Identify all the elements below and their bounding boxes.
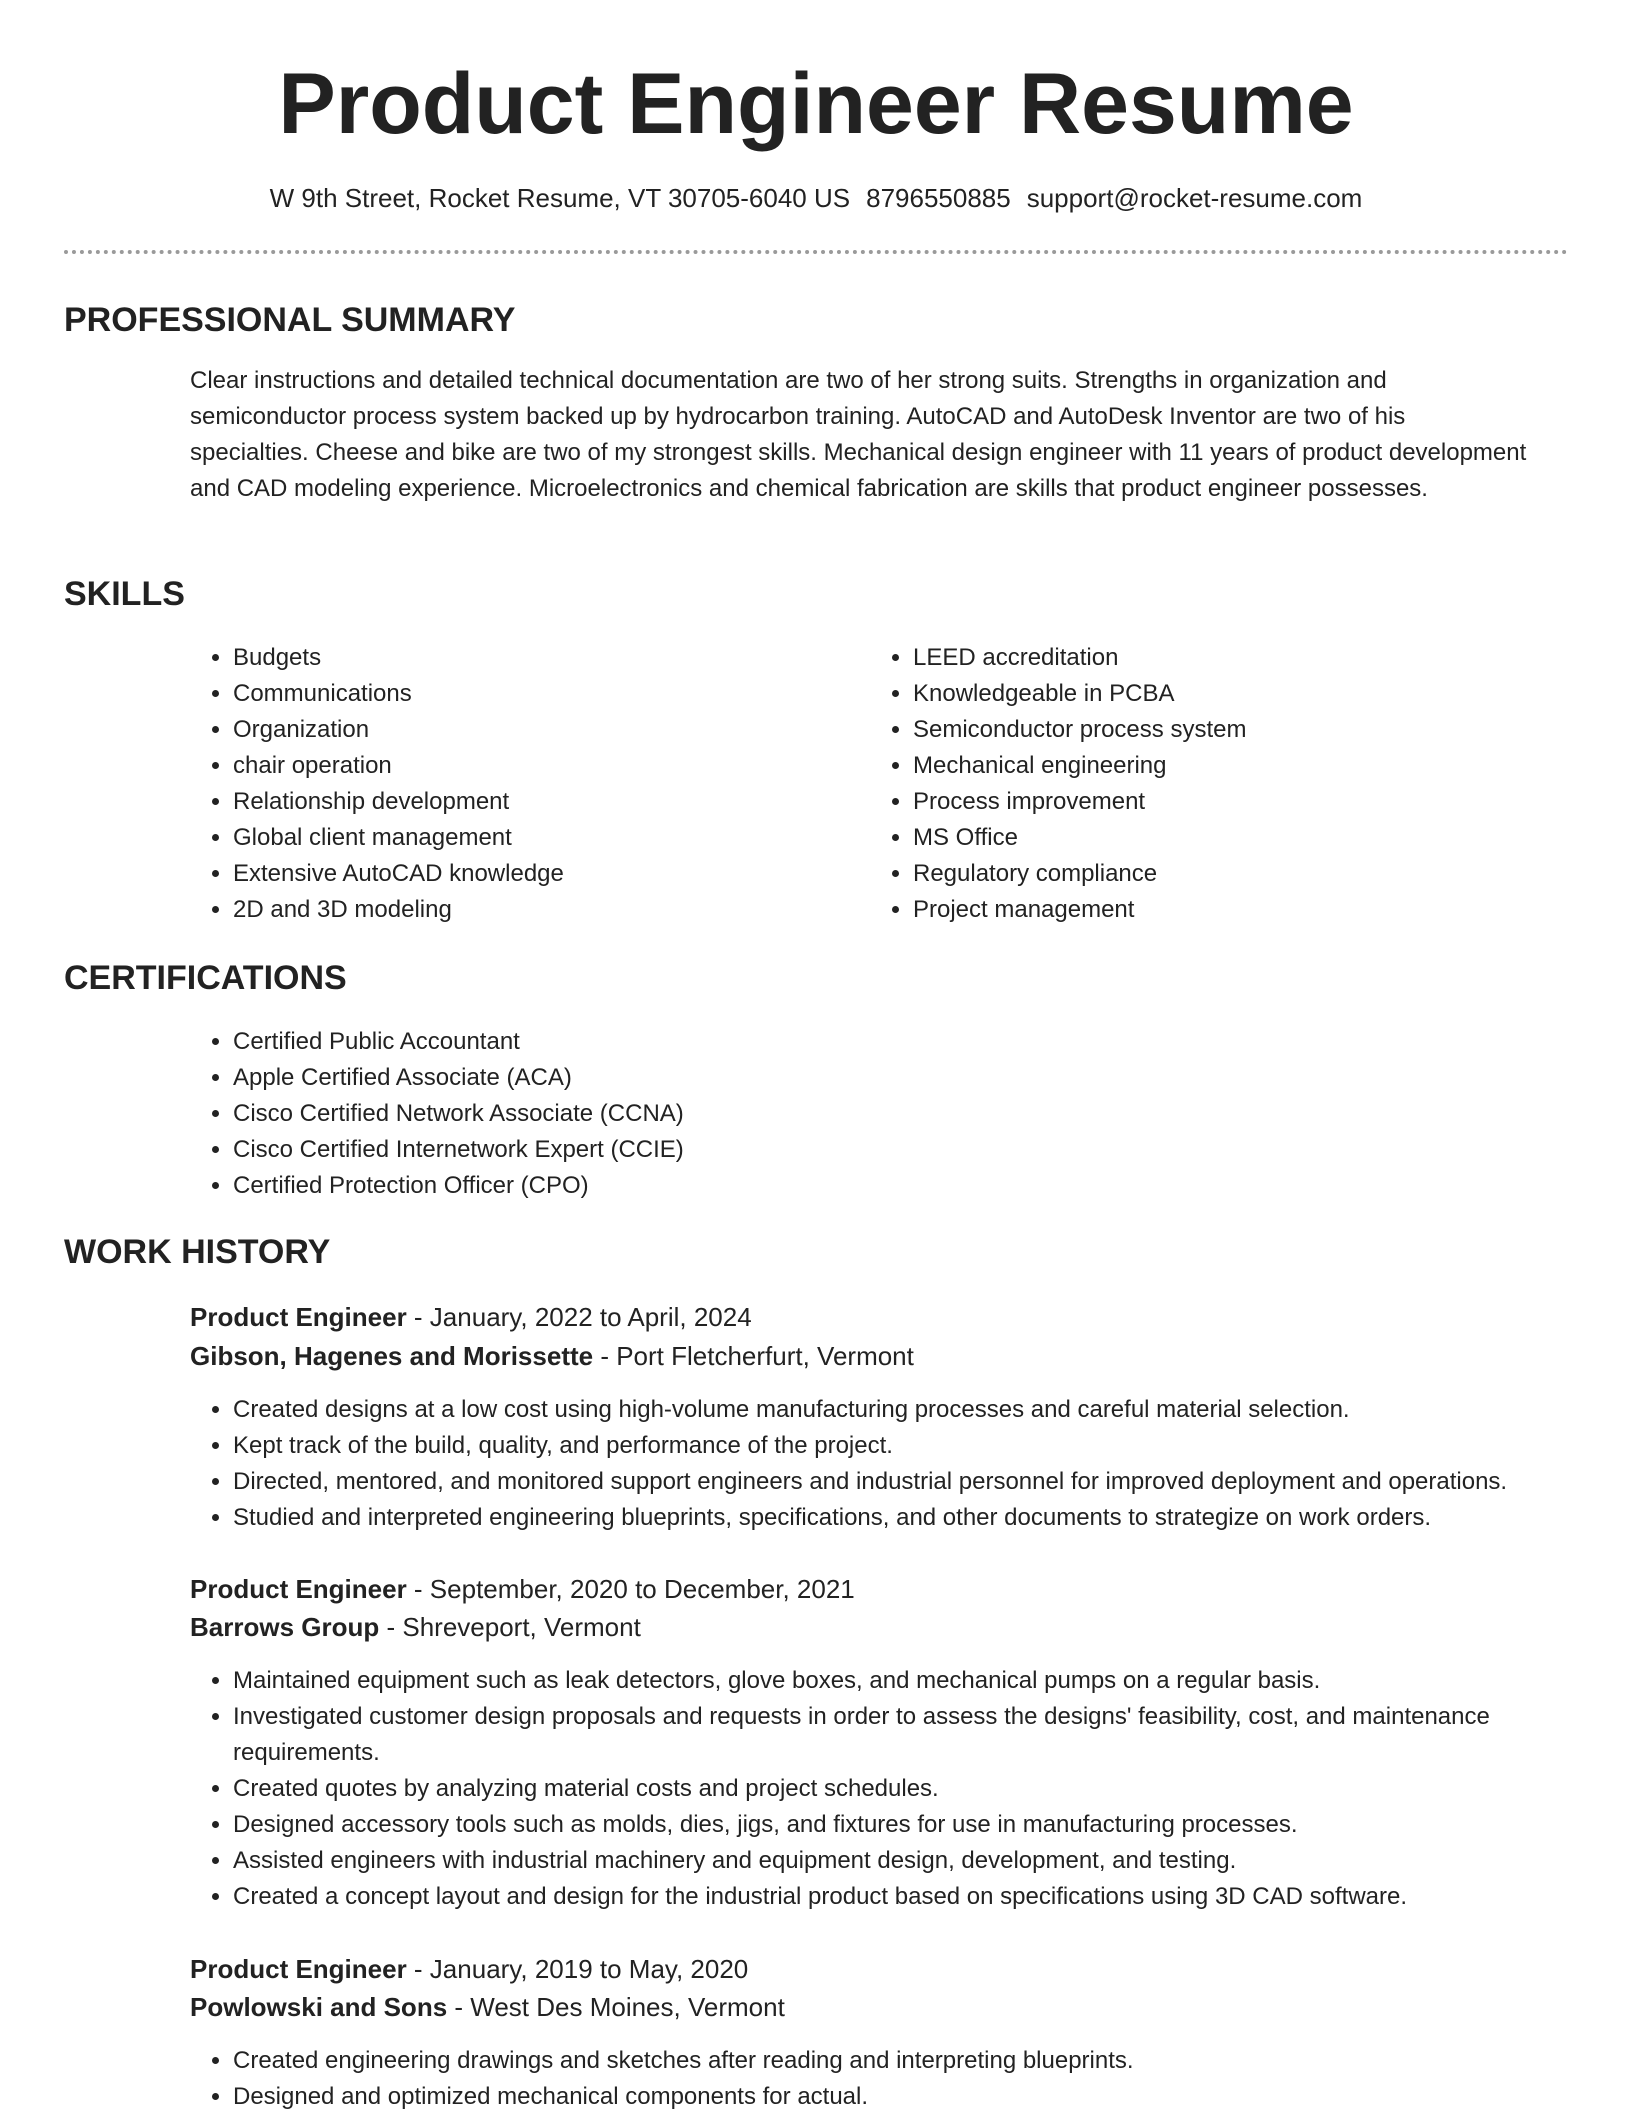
list-item: • MS Office bbox=[913, 820, 1513, 856]
list-item: • Created quotes by analyzing material costs and project schedules. bbox=[233, 1771, 1593, 1807]
job-company: Barrows Group bbox=[190, 1612, 380, 1642]
list-item: • LEED accreditation bbox=[913, 640, 1513, 676]
list-item: • Certified Public Accountant bbox=[233, 1024, 1533, 1060]
summary-text: Clear instructions and detailed technical documentation are two of her strong suits. Strengths in organization and semiconductor process system backed up by hydrocarbon training. AutoCAD and AutoDesk Inventor are two of his specialties. Cheese and bike are two of my strongest skills. Mechanical design engineer with 11 years of product development and CAD modeling experience. Microelectronics and chemical fabrication are skills that product engineer possesses. bbox=[190, 367, 1527, 502]
list-item: • Created engineering drawings and sketches after reading and interpreting blueprints. bbox=[233, 2043, 1593, 2079]
list-item: • Semiconductor process system bbox=[913, 712, 1513, 748]
list-item: • Assisted engineers with industrial machinery and equipment design, development, and testing. bbox=[233, 1843, 1593, 1879]
list-item: • Kept track of the build, quality, and performance of the project. bbox=[233, 1428, 1632, 1464]
job-title: Product Engineer bbox=[190, 1574, 407, 1604]
job-company-line bbox=[190, 1988, 785, 2026]
list-item: • Designed and optimized mechanical components for actual. bbox=[233, 2079, 1593, 2115]
list-item: • Organization bbox=[233, 712, 833, 748]
job-title: Product Engineer bbox=[190, 1302, 407, 1332]
job-title-line bbox=[190, 1298, 752, 1336]
list-item: • Mechanical engineering bbox=[913, 748, 1513, 784]
work-history-heading: WORK HISTORY bbox=[64, 1233, 331, 1271]
job-location: - Shreveport, Vermont bbox=[379, 1612, 641, 1642]
summary-heading: PROFESSIONAL SUMMARY bbox=[64, 301, 516, 339]
contact-address: W 9th Street, Rocket Resume, VT 30705-6040 US bbox=[269, 183, 851, 213]
job-dates: - September, 2020 to December, 2021 bbox=[406, 1574, 855, 1604]
certifications-list bbox=[189, 1024, 1533, 1204]
list-item: • Created designs at a low cost using high-volume manufacturing processes and careful material selection. bbox=[233, 1392, 1632, 1428]
contact-email: support@rocket-resume.com bbox=[1026, 183, 1363, 213]
list-item: • Project management bbox=[913, 892, 1513, 928]
list-item: • chair operation bbox=[233, 748, 833, 784]
job-location: - West Des Moines, Vermont bbox=[447, 1992, 785, 2022]
job-title: Product Engineer bbox=[190, 1954, 407, 1984]
list-item: • Apple Certified Associate (ACA) bbox=[233, 1060, 1533, 1096]
list-item: • Process improvement bbox=[913, 784, 1513, 820]
job-company: Powlowski and Sons bbox=[190, 1992, 448, 2022]
skills-heading: SKILLS bbox=[64, 575, 185, 613]
list-item: • Directed, mentored, and monitored support engineers and industrial personnel for improved deployment and operations. bbox=[233, 1464, 1632, 1500]
certifications-heading: CERTIFICATIONS bbox=[64, 959, 347, 997]
job-company: Gibson, Hagenes and Morissette bbox=[190, 1341, 594, 1371]
list-item: • Cisco Certified Internetwork Expert (CCIE) bbox=[233, 1132, 1533, 1168]
job-bullets bbox=[189, 2043, 1593, 2115]
job-dates: - January, 2022 to April, 2024 bbox=[406, 1302, 752, 1332]
list-item: • Communications bbox=[233, 676, 833, 712]
job-title-line bbox=[190, 1950, 748, 1988]
list-item: • Studied and interpreted engineering blueprints, specifications, and other documents to strategize on work orders. bbox=[233, 1500, 1632, 1536]
list-item: • Global client management bbox=[233, 820, 833, 856]
job-company-line bbox=[190, 1608, 641, 1646]
resume-title: Product Engineer Resume bbox=[278, 56, 1354, 152]
list-item: • Maintained equipment such as leak detectors, glove boxes, and mechanical pumps on a regular basis. bbox=[233, 1663, 1593, 1699]
job-company-line bbox=[190, 1337, 914, 1375]
header-divider bbox=[64, 250, 1568, 254]
job-dates: - January, 2019 to May, 2020 bbox=[406, 1954, 749, 1984]
skills-list-left bbox=[189, 640, 833, 928]
list-item: • Certified Protection Officer (CPO) bbox=[233, 1168, 1533, 1204]
contact-line bbox=[0, 180, 1632, 216]
list-item: • Created a concept layout and design for the industrial product based on specifications using 3D CAD software. bbox=[233, 1879, 1593, 1915]
list-item: • Knowledgeable in PCBA bbox=[913, 676, 1513, 712]
list-item: • Extensive AutoCAD knowledge bbox=[233, 856, 833, 892]
job-location: - Port Fletcherfurt, Vermont bbox=[593, 1341, 914, 1371]
list-item: • Designed accessory tools such as molds, dies, jigs, and fixtures for use in manufacturing processes. bbox=[233, 1807, 1593, 1843]
list-item: • Regulatory compliance bbox=[913, 856, 1513, 892]
list-item: • Relationship development bbox=[233, 784, 833, 820]
job-title-line bbox=[190, 1570, 855, 1608]
list-item: • 2D and 3D modeling bbox=[233, 892, 833, 928]
job-bullets bbox=[189, 1392, 1632, 1536]
contact-phone: 8796550885 bbox=[866, 183, 1011, 213]
list-item: • Investigated customer design proposals and requests in order to assess the designs' feasibility, cost, and maintenance requirements. bbox=[233, 1699, 1593, 1771]
list-item: • Cisco Certified Network Associate (CCNA) bbox=[233, 1096, 1533, 1132]
list-item: • Budgets bbox=[233, 640, 833, 676]
skills-list-right bbox=[869, 640, 1513, 928]
job-bullets bbox=[189, 1663, 1593, 1915]
